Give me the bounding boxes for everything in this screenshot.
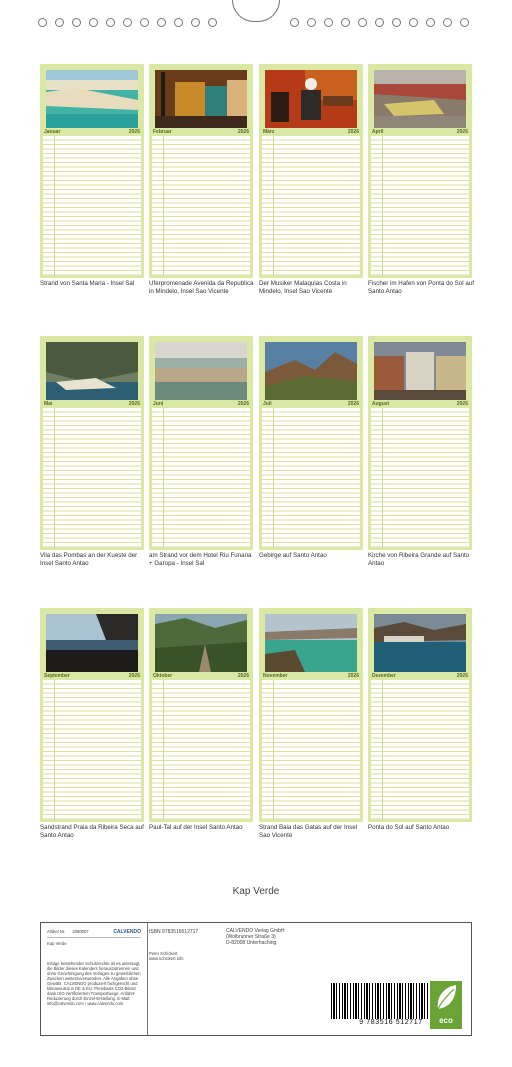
info-col-isbn <box>147 923 222 1035</box>
binding-ring <box>55 18 64 27</box>
photo-december <box>374 614 466 672</box>
binding-ring <box>375 18 384 27</box>
month-year: 2026 <box>237 401 249 407</box>
month-year: 2026 <box>128 401 140 407</box>
day-lines <box>43 680 141 819</box>
month-name: Mai <box>44 401 53 407</box>
publisher-logo: CALVENDO <box>113 929 141 935</box>
month-year: 2026 <box>456 673 468 679</box>
author-name: Peter Schickert <box>149 951 178 956</box>
month-header <box>43 673 141 680</box>
binding-ring <box>341 18 350 27</box>
month-year: 2026 <box>456 129 468 135</box>
month-year: 2026 <box>347 673 359 679</box>
photo-january <box>46 70 138 128</box>
day-lines <box>152 136 250 275</box>
month-name: August <box>372 401 390 407</box>
article-label: Artikel Nr. <box>47 929 66 934</box>
binding-ring <box>38 18 47 27</box>
month-header <box>371 673 469 680</box>
photo-september <box>46 614 138 672</box>
binding-ring <box>89 18 98 27</box>
day-lines <box>371 680 469 819</box>
calendar-title: Kap Verde <box>232 886 280 897</box>
day-lines <box>43 408 141 547</box>
binding-ring <box>409 18 418 27</box>
month-year: 2026 <box>347 401 359 407</box>
binding-ring <box>358 18 367 27</box>
photo-caption: Kirche von Ribeira Grande auf Santo Antao <box>368 552 470 567</box>
binding-ring <box>208 18 217 27</box>
month-header <box>262 401 360 408</box>
eco-label: eco <box>439 1016 453 1025</box>
month-header <box>262 129 360 136</box>
photo-caption: Ponta do Sol auf Santo Antao <box>368 824 450 831</box>
info-panel <box>40 922 472 1036</box>
binding-ring <box>290 18 299 27</box>
month-name: April <box>372 129 384 135</box>
month-year: 2026 <box>237 673 249 679</box>
photo-april <box>374 70 466 128</box>
photo-caption: Fischer im Hafen von Ponta do Sol auf Santo Antao <box>368 280 474 295</box>
month-year: 2026 <box>347 129 359 135</box>
day-lines <box>262 680 360 819</box>
publisher-name: CALVENDO Verlag GmbH <box>226 928 285 934</box>
product-title: Kap Verde <box>47 941 67 946</box>
publisher-city: D-82008 Unterhaching <box>226 940 277 946</box>
month-name: November <box>263 673 288 679</box>
binding-ring <box>140 18 149 27</box>
day-lines <box>371 408 469 547</box>
photo-caption: Sandstrand Praia da Ribeira Seca auf Santo Antao <box>40 824 144 839</box>
month-header <box>152 401 250 408</box>
photo-caption: Strand Baia das Gatas auf der Insel Sao Vicente <box>259 824 358 839</box>
photo-march <box>265 70 357 128</box>
month-name: März <box>263 129 275 135</box>
binding-ring <box>106 18 115 27</box>
photo-caption: Uferpromenade Avenida da Republica in Mindelo, Insel Sao Vicente <box>149 280 254 295</box>
leaf-icon <box>430 981 462 1015</box>
binding-ring <box>324 18 333 27</box>
binding-ring <box>191 18 200 27</box>
month-header <box>152 673 250 680</box>
binding-ring <box>174 18 183 27</box>
binding-ring <box>443 18 452 27</box>
binding-ring <box>460 18 469 27</box>
photo-caption: Paul-Tal auf der Insel Santo Antao <box>149 824 243 831</box>
month-year: 2026 <box>237 129 249 135</box>
day-lines <box>262 136 360 275</box>
day-lines <box>152 408 250 547</box>
photo-may <box>46 342 138 400</box>
photo-february <box>155 70 247 128</box>
article-number: 2060007 <box>72 929 89 934</box>
month-header <box>43 129 141 136</box>
photo-caption: Der Musiker Malaquias Costa in Mindelo, Insel Sao Vicente <box>259 280 347 295</box>
photo-caption: Vila das Pombas an der Kueste der Insel Santo Antao <box>40 552 138 567</box>
photo-june <box>155 342 247 400</box>
eco-badge <box>430 981 462 1029</box>
binding-ring <box>157 18 166 27</box>
info-col-left <box>41 923 148 1035</box>
info-col-publisher <box>224 923 314 1035</box>
photo-caption: Strand von Santa Maria - Insel Sal <box>40 280 135 287</box>
day-lines <box>43 136 141 275</box>
binding-ring <box>426 18 435 27</box>
author-website: www.schickert.info <box>149 956 184 961</box>
photo-caption: am Strand vor dem Hotel Riu Funana + Garopa - Insel Sal <box>149 552 252 567</box>
month-name: September <box>44 673 70 679</box>
isbn-text: ISBN 9783516512717 <box>149 929 199 935</box>
photo-july <box>265 342 357 400</box>
day-lines <box>262 408 360 547</box>
month-name: Januar <box>44 129 61 135</box>
photo-august <box>374 342 466 400</box>
photo-october <box>155 614 247 672</box>
month-year: 2026 <box>456 401 468 407</box>
legal-text: Infolge bestehender Schutzrechte ist es untersagt, die Bilder dieses Kalenders herauszutrennen und ohne Genehmigung des Verlages zu gewerblichen Zwecken weiterzuverwenden. Alle Angaben ohne Gewähr. CALVENDO produziert fachgerecht und klimaneutral in DE & EU. Preisbasis CO2-Bilanz dank ISO-zertifiziertem Transportwege. Anfahrt-Reduzierung durch Einzel-Erstellung. E-Mail: info@calvendo.com / www.calvendo.com <box>47 961 141 1006</box>
binding-ring <box>392 18 401 27</box>
month-header <box>152 129 250 136</box>
month-name: Februar <box>153 129 172 135</box>
publisher-street: (Wolbrunner Straße 3) <box>226 934 276 940</box>
article-row <box>47 929 141 938</box>
month-name: Dezember <box>372 673 396 679</box>
month-year: 2026 <box>128 673 140 679</box>
month-header <box>43 401 141 408</box>
month-name: Juni <box>153 401 164 407</box>
day-lines <box>152 680 250 819</box>
binding-ring <box>72 18 81 27</box>
binding-ring <box>307 18 316 27</box>
photo-caption: Gebirge auf Santo Antao <box>259 552 327 559</box>
month-header <box>371 129 469 136</box>
month-name: Oktober <box>153 673 173 679</box>
month-year: 2026 <box>128 129 140 135</box>
photo-november <box>265 614 357 672</box>
month-header <box>262 673 360 680</box>
month-name: Juli <box>263 401 272 407</box>
binding-ring <box>123 18 132 27</box>
barcode-number: 9 783516 512717 <box>359 1019 423 1026</box>
month-header <box>371 401 469 408</box>
day-lines <box>371 136 469 275</box>
